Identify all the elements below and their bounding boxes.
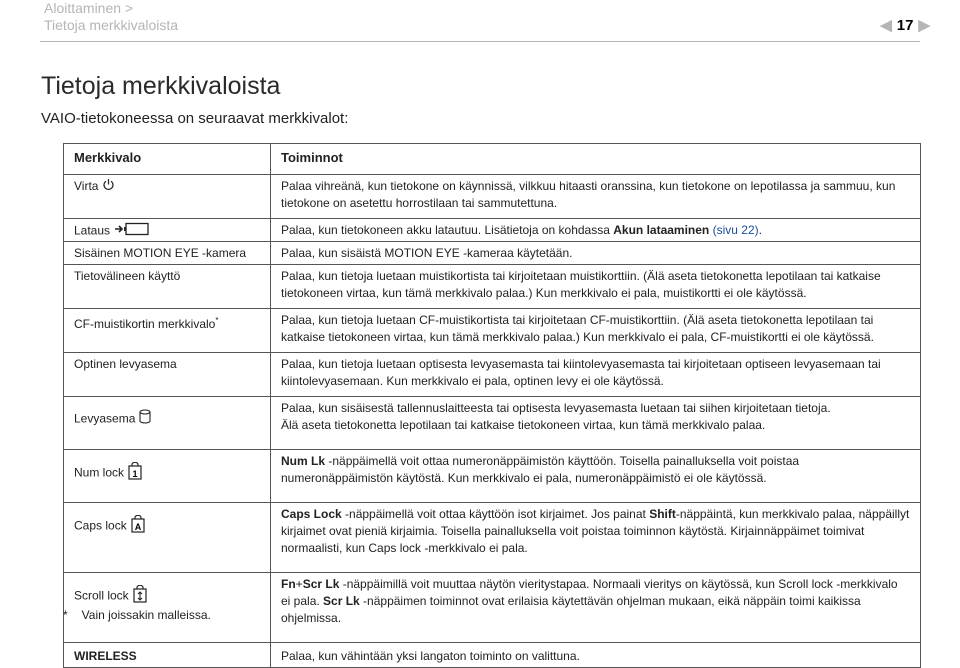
- page-link[interactable]: (sivu 22): [712, 223, 759, 237]
- page-header: [0, 0, 960, 42]
- page-subtitle: VAIO-tietokoneessa on seuraavat merkkivalot:: [41, 110, 349, 127]
- indicator-cell: Sisäinen MOTION EYE -kamera: [64, 242, 271, 265]
- table-row: [64, 242, 921, 265]
- function-cell: Palaa, kun tietoja luetaan optisesta levyasemasta tai kiintolevyasemasta tai kirjoitetaan optiseen levyasemaan tai kiintolevyasemaan. Kun merkkivalo ei pala, optinen levy ei ole käytössä.: [271, 353, 921, 397]
- table-row: [64, 309, 921, 353]
- indicator-name: Num lock: [74, 465, 125, 480]
- function-cell: Palaa vihreänä, kun tietokone on käynnissä, vilkkuu hitaasti oranssina, kun tietokone on lepotilassa ja sammuu, kun tietokone on asetettu horrostilaan tai sammutettuna.: [271, 175, 921, 219]
- footnote-text: Vain joissakin malleissa.: [81, 608, 211, 622]
- function-cell: Palaa, kun vähintään yksi langaton toiminto on valittuna.: [271, 643, 921, 668]
- key-label-scrlk: Scr Lk: [302, 577, 340, 591]
- indicator-cell: WIRELESS: [64, 643, 271, 668]
- indicator-cell: [64, 503, 271, 573]
- page-navigation: [878, 16, 932, 34]
- function-cell: [271, 503, 921, 573]
- indicator-name: Virta: [74, 179, 99, 194]
- table-row: [64, 503, 921, 573]
- function-text-end: .: [758, 223, 762, 237]
- indicator-name: CF-muistikortin merkkivalo: [74, 317, 216, 331]
- page-title: Tietoja merkkivaloista: [41, 72, 281, 100]
- table-row: [64, 175, 921, 219]
- function-cell: Palaa, kun sisäistä MOTION EYE -kameraa käytetään.: [271, 242, 921, 265]
- table-row: [64, 643, 921, 668]
- function-text: -näppäimellä voit ottaa numeronäppäimistön käyttöön. Toisella painalluksella voit poistaa numeronäppäimistön käytöstä. Kun merkkivalo ei pala, numeronäppäimistö ei ole käytössä.: [281, 454, 800, 485]
- indicator-cell: [64, 450, 271, 503]
- function-cell: Palaa, kun tietoja luetaan CF-muistikortista tai kirjoitetaan CF-muistikorttiin. (Älä aseta tietokonetta lepotilaan tai katkaise tietokoneen virtaa, kun tämä merkkivalo palaa.) Kun merkkivalo ei pala, CF-muistikortti ei ole käytössä.: [271, 309, 921, 353]
- key-label-fn: Fn: [281, 577, 296, 591]
- function-text-continued: -näppäintä, kun merkkivalo palaa, näppäillyt kirjaimet ovat pieniä kirjaimia. Toisella painalluksella voit poistaa toiminnon käytöstä. Kirjainnäppäimet toimivat normaalisti, kun Caps lock -merkkivalo ei pala.: [281, 507, 910, 555]
- function-cell: Palaa, kun tietoja luetaan muistikortista tai kirjoitetaan muistikorttiin. (Älä aseta tietokonetta lepotilaan tai katkaise tietokoneen virtaa, kun tämä merkkivalo palaa.) Kun merkkivalo ei pala, muistikortti ei ole käytössä.: [271, 265, 921, 309]
- table-row: [64, 397, 921, 450]
- footnote-star: *: [63, 608, 68, 622]
- table-row: [64, 219, 921, 242]
- function-cell: [271, 219, 921, 242]
- key-label-scrlk-2: Scr Lk: [323, 594, 360, 608]
- column-header-function: Toiminnot: [271, 144, 921, 175]
- function-text-continued: -näppäimen toiminnot ovat erilaisia käytettävän ohjelman mukaan, eikä näppäin toimi kaikissa ohjelmissa.: [281, 594, 861, 625]
- function-text: -näppäimillä voit muuttaa näytön vieritystapaa. Normaali vieritys on käytössä, kun Scroll lock -merkkivalo ei pala.: [281, 577, 898, 608]
- table-row: [64, 450, 921, 503]
- function-cell: [271, 573, 921, 643]
- num-lock-icon: [128, 462, 142, 485]
- key-plus: +: [295, 577, 303, 591]
- svg-text:A: A: [134, 522, 141, 532]
- header-divider: [40, 41, 920, 42]
- table-row: [64, 265, 921, 309]
- indicator-name: Levyasema: [74, 411, 136, 426]
- function-text-line-1: Palaa, kun sisäisestä tallennuslaitteesta tai optisesta levyasemasta luetaan tai siihen kirjoitetaan tietoja.: [281, 401, 831, 415]
- page-number: 17: [896, 16, 914, 34]
- breadcrumb-current: Tietoja merkkivaloista: [44, 17, 179, 33]
- indicator-cell: [64, 219, 271, 242]
- function-cell: [271, 450, 921, 503]
- indicator-name: Scroll lock: [74, 588, 129, 603]
- indicator-cell: [64, 397, 271, 450]
- indicator-cell: [64, 309, 271, 353]
- indicator-name: Lataus: [74, 223, 111, 238]
- charging-section-reference: Akun lataaminen: [613, 223, 710, 237]
- scroll-lock-icon: [133, 585, 147, 608]
- column-header-indicator: Merkkivalo: [64, 144, 271, 175]
- next-page-icon[interactable]: ▶: [918, 17, 930, 34]
- indicator-cell: Tietovälineen käyttö: [64, 265, 271, 309]
- previous-page-icon[interactable]: ◀: [880, 17, 892, 34]
- key-label: Num Lk: [281, 454, 326, 468]
- function-text-line-2: Älä aseta tietokonetta lepotilaan tai katkaise tietokoneen virtaa, kun tämä merkkivalo palaa.: [281, 418, 766, 432]
- table-header-row: [64, 144, 921, 175]
- battery-charge-icon: [114, 222, 150, 241]
- function-text: -näppäimellä voit ottaa käyttöön isot kirjaimet. Jos painat: [341, 507, 650, 521]
- breadcrumb-parent[interactable]: Aloittaminen >: [44, 0, 134, 16]
- indicator-name: Caps lock: [74, 518, 127, 533]
- function-cell: [271, 397, 921, 450]
- power-icon: [102, 178, 115, 196]
- footnote: [63, 608, 211, 622]
- key-label-shift: Shift: [649, 507, 676, 521]
- function-text: Palaa, kun tietokoneen akku latautuu. Lisätietoja on kohdassa: [281, 223, 614, 237]
- key-label: Caps Lock: [281, 507, 342, 521]
- indicator-cell: Optinen levyasema: [64, 353, 271, 397]
- indicator-cell: [64, 175, 271, 219]
- indicator-table: [63, 143, 921, 668]
- hard-disk-icon: [139, 409, 151, 430]
- svg-text:1: 1: [132, 469, 138, 479]
- footnote-marker: *: [215, 316, 219, 325]
- table-row: [64, 353, 921, 397]
- caps-lock-icon: [131, 515, 145, 538]
